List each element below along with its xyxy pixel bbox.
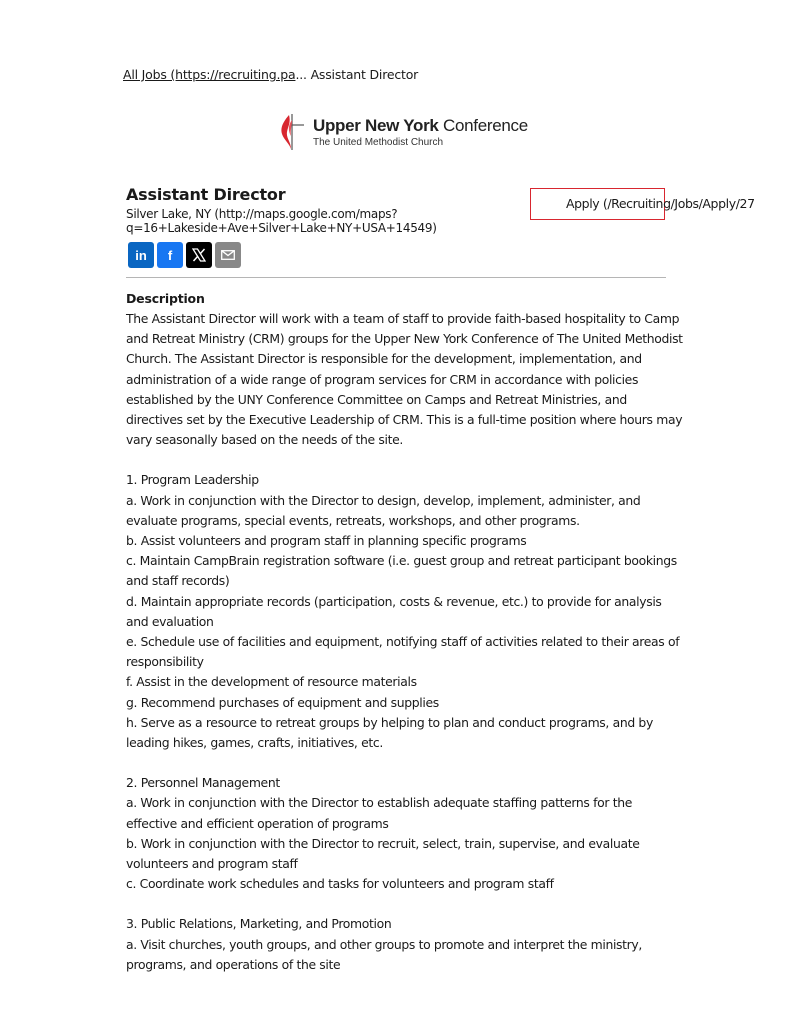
linkedin-share-button[interactable] xyxy=(128,242,154,268)
breadcrumb-ellipsis: ... xyxy=(295,67,307,82)
all-jobs-link[interactable]: All Jobs (https://recruiting.pa xyxy=(123,67,296,82)
list-item: c. Coordinate work schedules and tasks for volunteers and program staff xyxy=(126,876,554,892)
job-location-link[interactable]: Silver Lake, NY (http://maps.google.com/maps?q=16+Lakeside+Ave+Silver+Lake+NY+USA+14549) xyxy=(126,207,437,235)
job-title: Assistant Director xyxy=(126,185,286,204)
share-buttons xyxy=(128,242,241,268)
list-item: c. Maintain CampBrain registration software (i.e. guest group and retreat participant bookings and staff records) xyxy=(126,553,677,589)
breadcrumb-current: Assistant Director xyxy=(310,67,419,82)
section-title: 3. Public Relations, Marketing, and Promotion xyxy=(126,916,392,932)
list-item: b. Assist volunteers and program staff in planning specific programs xyxy=(126,533,527,549)
header-divider xyxy=(126,277,666,278)
cross-and-flame-icon xyxy=(279,112,305,152)
x-icon xyxy=(192,248,206,262)
section-title: 1. Program Leadership xyxy=(126,472,259,488)
logo-title-regular: Conference xyxy=(442,115,528,135)
envelope-icon xyxy=(221,250,235,260)
list-item: f. Assist in the development of resource materials xyxy=(126,674,417,690)
list-item: h. Serve as a resource to retreat groups by helping to plan and conduct programs, and by leading hikes, games, crafts, initiatives, etc. xyxy=(126,714,653,751)
list-item: a. Work in conjunction with the Director to design, develop, implement, administer, and evaluate programs, special events, retreats, workshops, and other programs. xyxy=(126,492,641,528)
list-item: e. Schedule use of facilities and equipment, notifying staff of activities related to their areas of responsibility xyxy=(126,634,680,670)
description-heading: Description xyxy=(126,291,205,306)
list-item: b. Work in conjunction with the Director to recruit, select, train, supervise, and evaluate volunteers and program staff xyxy=(126,835,640,872)
logo-title-bold: Upper New York xyxy=(313,115,439,135)
linkedin-icon: in xyxy=(135,247,147,263)
logo-subtitle: The United Methodist Church xyxy=(313,136,444,148)
breadcrumb xyxy=(123,67,418,82)
conference-logo xyxy=(279,112,528,152)
x-share-button[interactable] xyxy=(186,242,212,268)
list-item: d. Maintain appropriate records (participation, costs & revenue, etc.) to provide for analysis and evaluation xyxy=(126,593,662,629)
list-item: g. Recommend purchases of equipment and supplies xyxy=(126,694,439,710)
facebook-icon: f xyxy=(167,247,173,263)
job-description xyxy=(126,309,686,975)
email-share-button[interactable] xyxy=(215,242,241,268)
apply-button-label[interactable]: Apply (/Recruiting/Jobs/Apply/27 xyxy=(566,196,755,211)
list-item: a. Work in conjunction with the Director to establish adequate staffing patterns for the effective and efficient operation of programs xyxy=(126,795,632,831)
facebook-share-button[interactable] xyxy=(157,242,183,268)
description-intro: The Assistant Director will work with a team of staff to provide faith-based hospitality to Camp and Retreat Ministry (CRM) groups for the Upper New York Conference of The United Methodist Church. The Assistant Director is responsible for the development, implementation, and administration of a wide range of program services for CRM in accordance with policies established by the UNY Conference Committee on Camps and Retreat Ministries, and directives set by the Executive Leadership of CRM. This is a full-time position where hours may vary seasonally based on the needs of the site. xyxy=(126,311,683,448)
section-title: 2. Personnel Management xyxy=(126,775,280,791)
list-item: a. Visit churches, youth groups, and other groups to promote and interpret the ministry, programs, and operations of the site xyxy=(126,936,642,972)
